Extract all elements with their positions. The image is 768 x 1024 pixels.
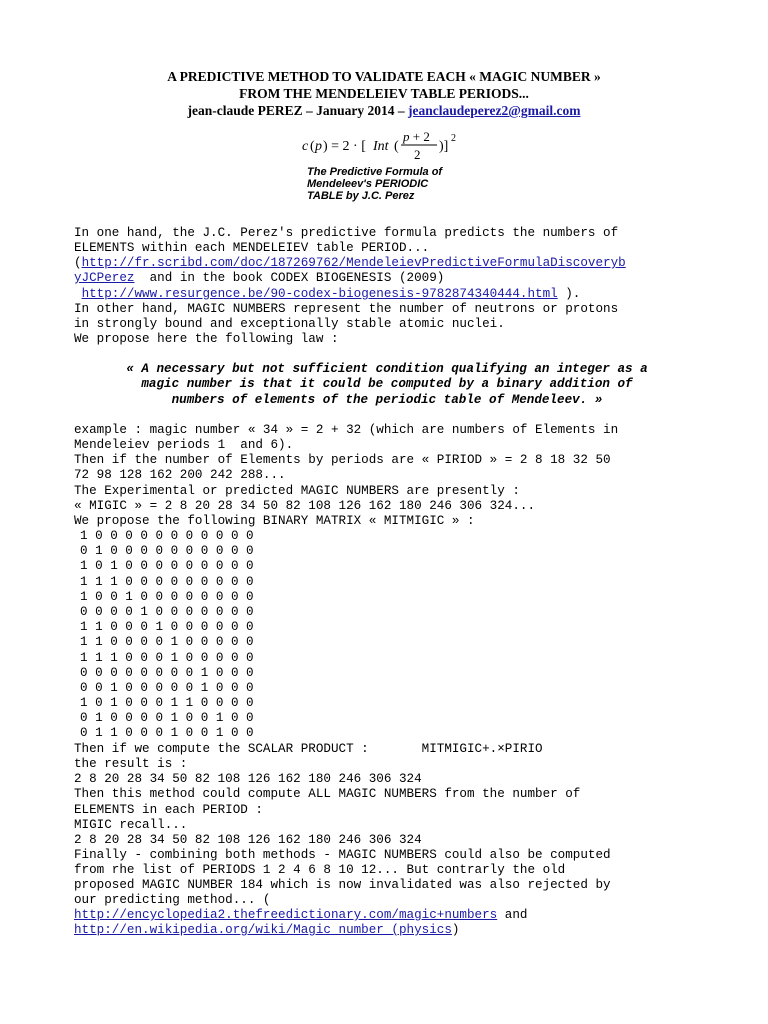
svg-text:2: 2 [414, 147, 421, 162]
matrix-cell: 0 [215, 529, 224, 543]
author-email-link[interactable]: jeanclaudeperez2@gmail.com [408, 103, 581, 118]
matrix-cell: 0 [230, 529, 239, 543]
body-text-line: ELEMENTS in each PERIOD : [74, 803, 263, 817]
matrix-cell: 0 [200, 559, 209, 574]
matrix-cell: 0 [215, 665, 224, 680]
matrix-cell: 0 [185, 680, 194, 695]
matrix-cell: 1 [200, 680, 209, 695]
matrix-cell: 0 [200, 650, 209, 665]
matrix-cell: 0 [185, 574, 194, 589]
matrix-cell: 0 [140, 680, 148, 695]
matrix-cell: 0 [215, 589, 224, 604]
formula-caption-2: Mendeleev's PERIODIC [307, 178, 429, 190]
body-text-line: « MIGIC » = 2 8 20 28 34 50 82 108 126 162 180 246 306 324... [74, 499, 536, 513]
matrix-cell: 0 [140, 726, 148, 741]
matrix-cell: 0 [155, 574, 164, 589]
matrix-cell: 0 [246, 574, 254, 589]
matrix-cell: 0 [246, 620, 254, 635]
matrix-cell: 0 [125, 726, 133, 741]
body-text-line: MIGIC recall... [74, 818, 188, 832]
body-text-line [74, 287, 580, 302]
matrix-cell: 1 [95, 726, 103, 741]
matrix-cell: 0 [200, 574, 209, 589]
matrix-cell: 1 [170, 711, 179, 726]
body-text-line: ELEMENTS within each MENDELEIEV table PERIOD... [74, 241, 430, 255]
matrix-cell: 0 [246, 559, 254, 574]
matrix-cell: 0 [170, 604, 179, 619]
matrix-cell: 0 [230, 604, 239, 619]
matrix-cell: 0 [95, 680, 103, 695]
matrix-cell: 0 [80, 604, 88, 619]
matrix-cell: 0 [140, 650, 148, 665]
matrix-cell: 0 [125, 650, 133, 665]
matrix-cell: 0 [110, 529, 118, 543]
matrix-cell: 1 [155, 620, 164, 635]
matrix-cell: 0 [215, 574, 224, 589]
matrix-cell: 0 [215, 620, 224, 635]
matrix-cell: 0 [246, 529, 254, 543]
matrix-cell: 0 [140, 589, 148, 604]
matrix-cell: 0 [170, 574, 179, 589]
matrix-cell: 0 [230, 635, 239, 650]
matrix-cell: 0 [155, 604, 164, 619]
body-text-line: example : magic number « 34 » = 2 + 32 (which are numbers of Elements in [74, 423, 619, 437]
matrix-cell: 0 [155, 650, 164, 665]
matrix-cell: 0 [185, 529, 194, 543]
matrix-cell: 1 [80, 635, 88, 650]
matrix-cell: 0 [200, 589, 209, 604]
matrix-cell: 0 [246, 665, 254, 680]
matrix-cell: 1 [185, 696, 194, 711]
matrix-cell: 0 [230, 726, 239, 741]
body-text-line: In one hand, the J.C. Perez's predictive formula predicts the numbers of [74, 226, 619, 240]
matrix-cell: 0 [246, 635, 254, 650]
matrix-cell: 0 [170, 680, 179, 695]
matrix-cell: 1 [80, 650, 88, 665]
matrix-cell: 1 [80, 696, 88, 711]
text-fragment: ) [451, 923, 460, 937]
matrix-cell: 1 [80, 574, 88, 589]
matrix-row [80, 529, 261, 544]
matrix-cell: 1 [140, 604, 148, 619]
matrix-cell: 1 [110, 650, 118, 665]
body-text-line: Then if we compute the SCALAR PRODUCT : MITMIGIC+.×PIRIO [74, 742, 543, 756]
body-text-line: our predicting method... ( [74, 893, 271, 907]
matrix-cell: 0 [185, 711, 194, 726]
matrix-cell: 0 [230, 574, 239, 589]
body-text-line: Mendeleiev periods 1 and 6). [74, 438, 294, 452]
matrix-cell: 0 [200, 544, 209, 559]
matrix-cell: 0 [185, 665, 194, 680]
matrix-row [80, 575, 261, 590]
matrix-cell: 0 [230, 680, 239, 695]
matrix-cell: 0 [155, 680, 164, 695]
matrix-cell: 0 [185, 620, 194, 635]
matrix-cell: 0 [185, 589, 194, 604]
matrix-cell: 0 [110, 589, 118, 604]
matrix-cell: 0 [95, 696, 103, 711]
matrix-cell: 0 [185, 650, 194, 665]
law-statement-line: magic number is that it could be computed by a binary addition of [141, 377, 633, 391]
matrix-cell: 0 [155, 711, 164, 726]
matrix-cell: 0 [125, 604, 133, 619]
matrix-cell: 1 [95, 544, 103, 559]
matrix-cell: 1 [95, 574, 103, 589]
wikipedia-link[interactable]: http://en.wikipedia.org/wiki/Magic_number_(physics [74, 923, 452, 937]
matrix-cell: 0 [200, 635, 209, 650]
matrix-row [80, 681, 261, 696]
matrix-cell: 0 [215, 544, 224, 559]
matrix-cell: 0 [200, 620, 209, 635]
matrix-cell: 0 [155, 726, 164, 741]
matrix-cell: 0 [125, 711, 133, 726]
body-text-line [74, 908, 527, 923]
matrix-cell: 1 [95, 711, 103, 726]
svg-text:p: p [315, 139, 322, 154]
body-text-line: In other hand, MAGIC NUMBERS represent the number of neutrons or protons [74, 302, 619, 316]
matrix-cell: 1 [170, 635, 179, 650]
matrix-cell: 0 [80, 680, 88, 695]
law-statement-line: numbers of elements of the periodic table of Mendeleev. » [171, 393, 603, 407]
scribd-link[interactable]: http://fr.scribd.com/doc/187269762/MendeleievPredictiveFormulaDiscoveryb [81, 256, 626, 270]
matrix-cell: 0 [125, 696, 133, 711]
matrix-cell: 0 [200, 711, 209, 726]
matrix-row [80, 726, 261, 741]
formula-image [300, 124, 500, 206]
matrix-cell: 0 [246, 696, 254, 711]
matrix-cell: 0 [185, 604, 194, 619]
matrix-cell: 0 [215, 696, 224, 711]
matrix-cell: 0 [125, 635, 133, 650]
matrix-cell: 0 [110, 665, 118, 680]
svg-text:c: c [302, 139, 309, 154]
body-text-line: 72 98 128 162 200 242 288... [74, 468, 286, 482]
text-fragment: ). [557, 287, 581, 301]
text-fragment: and in the book CODEX BIOGENESIS (2009) [134, 271, 445, 285]
matrix-cell: 0 [200, 726, 209, 741]
matrix-cell: 1 [80, 620, 88, 635]
matrix-cell: 0 [125, 620, 133, 635]
matrix-cell: 0 [155, 665, 164, 680]
matrix-cell: 0 [155, 529, 164, 543]
text-fragment [74, 287, 82, 301]
matrix-cell: 1 [170, 726, 179, 741]
matrix-cell: 0 [155, 559, 164, 574]
body-text-line: from rhe list of PERIODS 1 2 4 6 8 10 12... But contrarly the old [74, 863, 566, 877]
matrix-cell: 0 [215, 635, 224, 650]
matrix-cell: 0 [125, 559, 133, 574]
matrix-cell: 1 [170, 696, 179, 711]
matrix-cell: 0 [80, 665, 88, 680]
matrix-cell: 1 [110, 696, 118, 711]
matrix-cell: 0 [170, 589, 179, 604]
svg-text:)]: )] [439, 139, 449, 154]
svg-text:2: 2 [451, 133, 456, 144]
matrix-cell: 1 [215, 726, 224, 741]
matrix-cell: 0 [246, 650, 254, 665]
matrix-cell: 1 [80, 559, 88, 574]
body-text-line: the result is : [74, 757, 188, 771]
body-text-line [74, 923, 459, 938]
matrix-cell: 0 [170, 529, 179, 543]
body-text-line [74, 256, 626, 271]
matrix-row [80, 651, 261, 666]
matrix-cell: 0 [110, 620, 118, 635]
svg-text:p + 2: p + 2 [403, 129, 430, 144]
matrix-row [80, 635, 261, 650]
svg-text:(: ( [394, 139, 399, 154]
matrix-cell: 0 [246, 604, 254, 619]
matrix-cell: 1 [215, 711, 224, 726]
matrix-cell: 0 [140, 544, 148, 559]
matrix-cell: 0 [95, 589, 103, 604]
matrix-cell: 0 [200, 696, 209, 711]
matrix-cell: 0 [230, 544, 239, 559]
matrix-cell: 1 [200, 665, 209, 680]
matrix-cell: 1 [80, 589, 88, 604]
matrix-cell: 0 [140, 574, 148, 589]
matrix-cell: 0 [230, 559, 239, 574]
matrix-cell: 0 [80, 544, 88, 559]
matrix-cell: 0 [140, 529, 148, 543]
title-line-2: FROM THE MENDELEIEV TABLE PERIODS... [239, 86, 529, 101]
law-statement-line: « A necessary but not sufficient condition qualifying an integer as a [126, 362, 648, 376]
svg-text:Int: Int [373, 139, 389, 154]
matrix-cell: 0 [110, 635, 118, 650]
body-text-line: The Experimental or predicted MAGIC NUMBERS are presently : [74, 484, 520, 498]
matrix-cell: 0 [140, 559, 148, 574]
matrix-cell: 0 [155, 544, 164, 559]
body-text-line: proposed MAGIC NUMBER 184 which is now invalidated was also rejected by [74, 878, 611, 892]
matrix-cell: 0 [125, 680, 133, 695]
matrix-cell: 1 [95, 620, 103, 635]
matrix-row [80, 590, 261, 605]
matrix-row [80, 666, 261, 681]
svg-text:) = 2 · [: ) = 2 · [ [323, 139, 366, 154]
matrix-cell: 0 [215, 650, 224, 665]
matrix-row [80, 696, 261, 711]
matrix-cell: 0 [246, 589, 254, 604]
binary-matrix [80, 529, 261, 742]
matrix-cell: 0 [215, 604, 224, 619]
matrix-cell: 0 [95, 529, 103, 543]
matrix-row [80, 711, 261, 726]
text-fragment: ( [74, 256, 82, 270]
matrix-cell: 0 [246, 680, 254, 695]
body-text-line: 2 8 20 28 34 50 82 108 126 162 180 246 306 324 [74, 833, 422, 847]
matrix-cell: 0 [185, 559, 194, 574]
matrix-cell: 0 [230, 620, 239, 635]
matrix-cell: 0 [95, 604, 103, 619]
matrix-cell: 0 [170, 544, 179, 559]
matrix-cell: 0 [185, 635, 194, 650]
matrix-cell: 0 [155, 635, 164, 650]
matrix-cell: 0 [140, 665, 148, 680]
matrix-row [80, 544, 261, 559]
matrix-cell: 0 [95, 665, 103, 680]
matrix-cell: 0 [125, 574, 133, 589]
matrix-cell: 0 [230, 665, 239, 680]
matrix-cell: 0 [230, 650, 239, 665]
matrix-cell: 0 [215, 680, 224, 695]
matrix-cell: 1 [110, 680, 118, 695]
matrix-cell: 1 [125, 589, 133, 604]
matrix-row [80, 620, 261, 635]
matrix-cell: 0 [140, 620, 148, 635]
matrix-cell: 0 [110, 711, 118, 726]
matrix-cell: 0 [80, 711, 88, 726]
matrix-cell: 1 [110, 559, 118, 574]
matrix-cell: 1 [95, 635, 103, 650]
matrix-cell: 0 [170, 559, 179, 574]
matrix-cell: 1 [80, 529, 88, 543]
matrix-cell: 0 [80, 726, 88, 741]
author-line [0, 102, 768, 119]
matrix-cell: 0 [230, 696, 239, 711]
matrix-cell: 1 [110, 574, 118, 589]
body-text-line: in strongly bound and exceptionally stable atomic nuclei. [74, 317, 505, 331]
matrix-cell: 0 [185, 726, 194, 741]
matrix-cell: 0 [185, 544, 194, 559]
matrix-cell: 0 [230, 589, 239, 604]
formula-figure [300, 124, 500, 206]
matrix-cell: 0 [95, 559, 103, 574]
scribd-link-continued[interactable]: yJCPerez [74, 271, 135, 285]
body-text-line [74, 271, 444, 286]
matrix-cell: 1 [110, 726, 118, 741]
matrix-cell: 0 [230, 711, 239, 726]
matrix-cell: 0 [125, 544, 133, 559]
matrix-cell: 0 [246, 726, 254, 741]
body-text-line: Finally - combining both methods - MAGIC NUMBERS could also be computed [74, 848, 611, 862]
body-text-line: We propose the following BINARY MATRIX « MITMIGIC » : [74, 514, 475, 528]
matrix-cell: 0 [140, 711, 148, 726]
body-text-line: Then if the number of Elements by periods are « PIRIOD » = 2 8 18 32 50 [74, 453, 611, 467]
matrix-cell: 0 [155, 589, 164, 604]
formula-caption-3: TABLE by J.C. Perez [307, 190, 415, 202]
matrix-cell: 1 [170, 650, 179, 665]
author-text: jean-claude PEREZ – January 2014 – [187, 103, 409, 118]
freedictionary-link[interactable]: http://encyclopedia2.thefreedictionary.com/magic+numbers [74, 908, 498, 922]
body-text-line: We propose here the following law : [74, 332, 339, 346]
matrix-cell: 1 [95, 650, 103, 665]
matrix-cell: 0 [140, 696, 148, 711]
matrix-cell: 0 [200, 604, 209, 619]
svg-text:(: ( [310, 139, 315, 154]
title-line-1: A PREDICTIVE METHOD TO VALIDATE EACH « MAGIC NUMBER » [167, 69, 601, 84]
matrix-cell: 0 [170, 665, 179, 680]
matrix-row [80, 605, 261, 620]
matrix-cell: 0 [155, 696, 164, 711]
matrix-cell: 0 [140, 635, 148, 650]
body-text-line: Then this method could compute ALL MAGIC NUMBERS from the number of [74, 787, 581, 801]
matrix-cell: 0 [110, 544, 118, 559]
matrix-cell: 0 [170, 620, 179, 635]
matrix-row [80, 559, 261, 574]
text-fragment: and [497, 908, 528, 922]
matrix-cell: 0 [125, 665, 133, 680]
body-text-line: 2 8 20 28 34 50 82 108 126 162 180 246 306 324 [74, 772, 422, 786]
matrix-cell: 0 [246, 544, 254, 559]
matrix-cell: 0 [200, 529, 209, 543]
resurgence-link[interactable]: http://www.resurgence.be/90-codex-biogenesis-9782874340444.html [81, 287, 558, 301]
matrix-cell: 0 [246, 711, 254, 726]
matrix-cell: 0 [125, 529, 133, 543]
matrix-cell: 0 [110, 604, 118, 619]
matrix-cell: 0 [215, 559, 224, 574]
formula-caption-1: The Predictive Formula of [307, 166, 443, 178]
